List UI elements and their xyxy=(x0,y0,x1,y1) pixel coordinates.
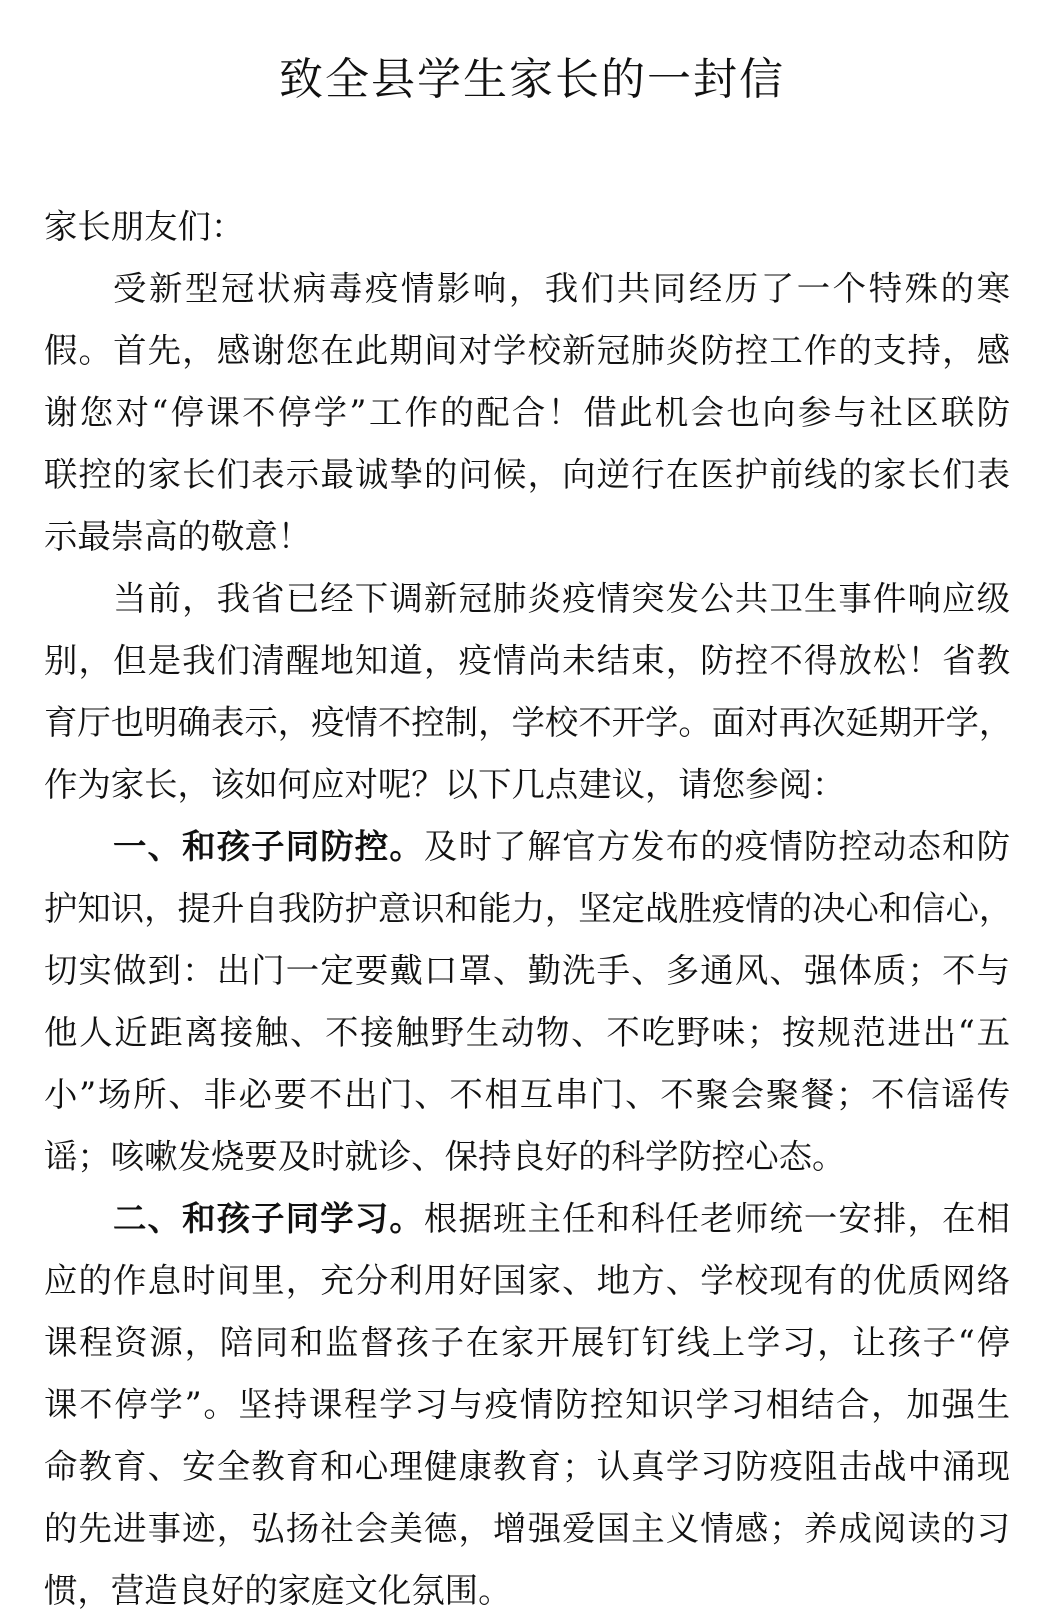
paragraph-line: 课程资源，陪同和监督孩子在家开展钉钉线上学习，让孩子“停 xyxy=(44,1323,1010,1362)
paragraph-line: 谢您对“停课不停学”工作的配合！借此机会也向参与社区联防 xyxy=(44,393,1010,432)
paragraph-line: 育厅也明确表示，疫情不控制，学校不开学。面对再次延期开学， xyxy=(44,703,1013,742)
paragraph-line xyxy=(44,816,1010,878)
letter-body xyxy=(44,196,1013,1621)
paragraph-line: 当前，我省已经下调新冠肺炎疫情突发公共卫生事件响应级 xyxy=(113,579,1010,618)
paragraph-study xyxy=(44,1188,1010,1621)
section-heading: 一、和孩子同防控。 xyxy=(113,827,424,866)
paragraph-prevention xyxy=(44,816,1013,1188)
paragraph-line: 谣；咳嗽发烧要及时就诊、保持良好的科学防控心态。 xyxy=(44,1137,846,1176)
paragraph-line: 别，但是我们清醒地知道，疫情尚未结束，防控不得放松！省教 xyxy=(44,641,1010,680)
section-heading: 二、和孩子同学习。 xyxy=(113,1199,424,1238)
paragraph-line: 示最崇高的敬意！ xyxy=(44,517,312,556)
paragraph-line: 作为家长，该如何应对呢？以下几点建议，请您参阅： xyxy=(44,765,846,804)
paragraph-current-situation xyxy=(44,568,1013,816)
paragraph-line: 切实做到：出门一定要戴口罩、勤洗手、多通风、强体质；不与 xyxy=(44,951,1010,990)
paragraph-line: 惯，营造良好的家庭文化氛围。 xyxy=(44,1571,512,1610)
paragraph-line xyxy=(44,1188,1010,1250)
paragraph-line: 假。首先，感谢您在此期间对学校新冠肺炎防控工作的支持，感 xyxy=(44,331,1010,370)
paragraph-line: 应的作息时间里，充分利用好国家、地方、学校现有的优质网络 xyxy=(44,1261,1010,1300)
paragraph-gratitude xyxy=(44,258,1010,568)
paragraph-line: 小”场所、非必要不出门、不相互串门、不聚会聚餐；不信谣传 xyxy=(44,1075,1010,1114)
paragraph-text: 及时了解官方发布的疫情防控动态和防 xyxy=(423,827,1011,866)
paragraph-line: 命教育、安全教育和心理健康教育；认真学习防疫阻击战中涌现 xyxy=(44,1447,1010,1486)
paragraph-line: 护知识，提升自我防护意识和能力，坚定战胜疫情的决心和信心， xyxy=(44,889,1013,928)
paragraph-line: 他人近距离接触、不接触野生动物、不吃野味；按规范进出“五 xyxy=(44,1013,1010,1052)
document-title: 致全县学生家长的一封信 xyxy=(279,54,785,105)
paragraph-text: 根据班主任和科任老师统一安排，在相 xyxy=(423,1199,1011,1238)
salutation: 家长朋友们： xyxy=(44,207,245,246)
paragraph-line: 的先进事迹，弘扬社会美德，增强爱国主义情感；养成阅读的习 xyxy=(44,1509,1010,1548)
paragraph-line: 联控的家长们表示最诚挚的问候，向逆行在医护前线的家长们表 xyxy=(44,455,1010,494)
paragraph-line: 课不停学”。坚持课程学习与疫情防控知识学习相结合，加强生 xyxy=(44,1385,1010,1424)
paragraph-line: 受新型冠状病毒疫情影响，我们共同经历了一个特殊的寒 xyxy=(113,269,1010,308)
